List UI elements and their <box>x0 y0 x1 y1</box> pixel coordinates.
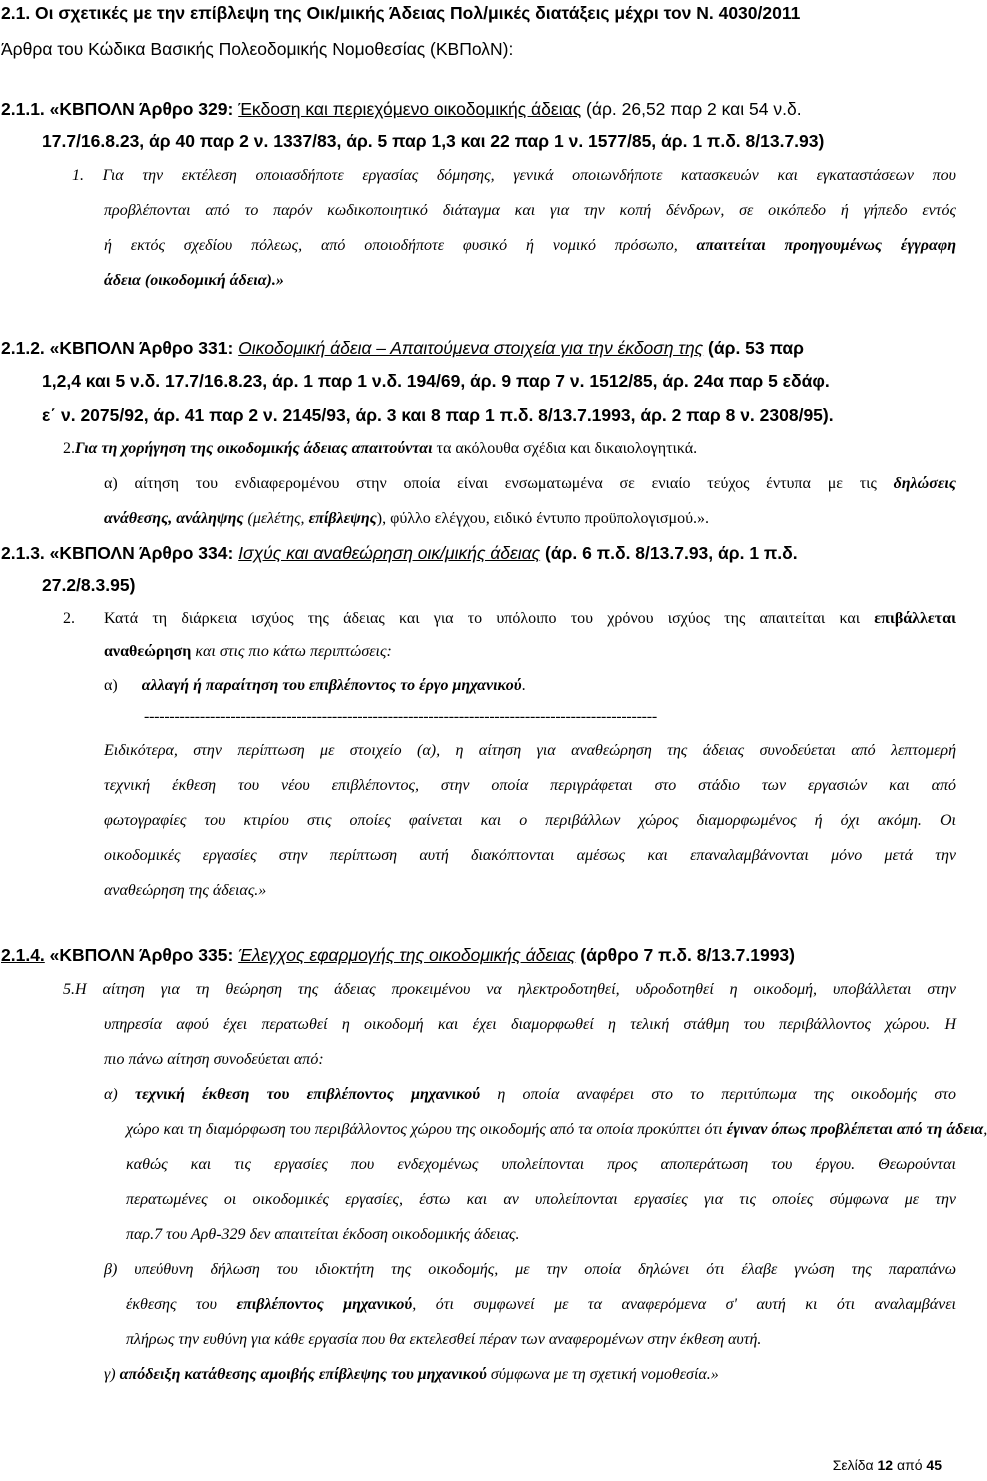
paragraph-line: περατωμένες οι οικοδομικές εργασίες, έστω και αν υπολείπονται εργασίες για τις οποίες σύμφωνα με την <box>126 1191 956 1208</box>
heading-ref-line2: 17.7/16.8.23, άρ 40 παρ 2 ν. 1337/83, άρ. 5 παρ 1,3 και 22 παρ 1 ν. 1577/85, άρ. 1 π.δ. 8/13.7.93) <box>42 131 825 151</box>
bold-run: αναθεώρηση <box>104 643 192 660</box>
article-heading-329 <box>1 99 802 120</box>
bold-run: ανάθεσης, ανάληψης <box>104 510 244 527</box>
text-run: α) αίτηση του ενδιαφερομένου στην οποία είναι ενσωματωμένα σε ενιαίο τεύχος έντυπα με τις <box>104 475 894 492</box>
article-heading-335 <box>1 945 795 966</box>
bold-run: επίβλεψης <box>308 510 377 527</box>
paragraph-line <box>104 610 956 628</box>
section-subheading: Άρθρα του Κώδικα Βασικής Πολεοδομικής Νομοθεσίας (ΚΒΠολΝ): <box>1 39 514 59</box>
heading-title: Έλεγχος εφαρμογής της οικοδομικής άδειας <box>238 945 576 965</box>
paragraph-line <box>63 440 697 458</box>
bold-run: επιβλέποντος μηχανικού <box>236 1296 413 1313</box>
bold-run: αλλαγή ή παραίτηση του επιβλέποντος το έργο μηχανικού <box>141 677 522 694</box>
paragraph-line: προβλέπονται από το παρόν κωδικοποιητικό διάταγμα και για την κοπή δένδρων, σε οικόπεδο ή γήπεδο εντός <box>104 202 956 219</box>
paragraph-line: φωτογραφίες του κτιρίου στις οποίες φαίνεται και ο περιβάλλων χώρος διαμορφωμένος ή όχι ακόμη. Οι <box>104 812 956 829</box>
paragraph-line <box>126 1121 987 1139</box>
paragraph-line: παρ.7 του Αρθ-329 δεν απαιτείται έκδοση οικοδομικής άδειας. <box>126 1226 520 1243</box>
heading-title: Ισχύς και αναθεώρηση οικ/μικής άδειας <box>238 543 541 563</box>
paragraph-line: 5.Η αίτηση για τη θεώρηση της άδειας προκειμένου να ηλεκτροδοτηθεί, υδροδοτηθεί η οικοδομή, υποβάλλεται στην <box>63 981 956 998</box>
page-total: 45 <box>926 1457 942 1473</box>
paragraph-line: αναθεώρηση της άδειας.» <box>104 882 267 899</box>
paragraph-line: πιο πάνω αίτηση συνοδεύεται από: <box>104 1051 324 1068</box>
heading-prefix: «ΚΒΠΟΛΝ Άρθρο 335: <box>44 945 239 965</box>
heading-ref: (άρ. 26,52 παρ 2 και 54 ν.δ. <box>581 99 802 119</box>
bold-run: έγιναν όπως προβλέπεται από τη άδεια <box>726 1121 984 1138</box>
bold-run: τεχνική έκθεση του επιβλέποντος μηχανικού <box>134 1086 481 1103</box>
paragraph-line <box>104 643 392 661</box>
bold-run: απαιτείται προηγουμένως έγγραφη <box>696 237 956 254</box>
item-label: γ) <box>104 1366 120 1383</box>
article-heading-334 <box>1 543 798 564</box>
item-label: α) <box>104 1086 135 1103</box>
heading-title: Οικοδομική άδεια – Απαιτούμενα στοιχεία για την έκδοση της <box>238 338 704 358</box>
text-run: ), φύλλο ελέγχου, ειδικό έντυπο προϋπολογισμού.». <box>376 510 709 527</box>
section-heading-2-1: 2.1. Οι σχετικές με την επίβλεψη της Οικ/μικής Άδειας Πολ/μικές διατάξεις μέχρι τον Ν. 4030/2011 <box>1 3 801 23</box>
heading-number: 2.1.4. <box>1 945 45 965</box>
bold-run: επιβάλλεται <box>874 610 956 627</box>
heading-ref-line2: 27.2/8.3.95) <box>42 575 136 595</box>
text-run: η οποία αναφέρει στο το περιτύπωμα της οικοδομής στο <box>480 1086 956 1103</box>
heading-number: 2.1.1. <box>1 99 45 119</box>
paragraph-line: υπηρεσία αφού έχει περατωθεί η οικοδομή και έχει διαμορφωθεί η τελική στάθμη του περιβάλλοντος χώρου. Η <box>104 1016 956 1033</box>
paragraph-line: πλήρως την ευθύνη για κάθε εργασία που θα εκτελεσθεί πέραν των αναφερομένων στην έκθεση αυτή. <box>126 1331 762 1348</box>
bold-run: απόδειξη κατάθεσης αμοιβής επίβλεψης του μηχανικού <box>119 1366 487 1383</box>
heading-prefix: 2.1.3. «ΚΒΠΟΛΝ Άρθρο 334: <box>1 543 239 563</box>
page-footer <box>833 1457 942 1473</box>
heading-ref: (άρθρο 7 π.δ. 8/13.7.1993) <box>575 945 795 965</box>
item-number: 2. <box>63 440 75 457</box>
list-item-b: β) υπεύθυνη δήλωση του ιδιοκτήτη της οικοδομής, με την οποία δηλώνει ότι έλαβε γνώση της παραπάνω <box>104 1261 956 1278</box>
heading-prefix: 2.1.2. «ΚΒΠΟΛΝ Άρθρο 331: <box>1 338 239 358</box>
page-number: 12 <box>877 1457 894 1473</box>
text-run: τα ακόλουθα σχέδια και δικαιολογητικά. <box>432 440 698 457</box>
text-run: σύμφωνα με τη σχετική νομοθεσία.» <box>486 1366 719 1383</box>
heading-ref-line2: 1,2,4 και 5 ν.δ. 17.7/16.8.23, άρ. 1 παρ 1 ν.δ. 194/69, άρ. 9 παρ 7 ν. 1512/85, άρ. 24α παρ 5 εδάφ. <box>42 371 830 391</box>
text-run: χώρο και τη διαμόρφωση του περιβάλλοντος χώρου της οικοδομής από τα οποία προκύπτει ότι <box>126 1121 727 1138</box>
list-item-c <box>104 1366 719 1384</box>
heading-prefix: «ΚΒΠΟΛΝ Άρθρο 329: <box>49 99 239 119</box>
list-item-a <box>104 677 526 695</box>
text-run: ή εκτός σχεδίου πόλεως, από οποιοδήποτε φυσικό ή νομικό πρόσωπο, <box>104 237 697 254</box>
paragraph-line <box>104 237 956 255</box>
list-item-a <box>104 1086 956 1104</box>
paragraph-line <box>104 510 709 528</box>
text-run: έκθεσης του <box>126 1296 237 1313</box>
text-run: . <box>521 677 526 694</box>
text-run: και στις πιο κάτω περιπτώσεις: <box>191 643 392 660</box>
item-number: 2. <box>63 610 75 627</box>
heading-ref-line3: ε΄ ν. 2075/92, άρ. 41 παρ 2 ν. 2145/93, άρ. 3 και 8 παρ 1 π.δ. 8/13.7.1993, άρ. 2 παρ 8 ν. 2308/95). <box>42 405 834 425</box>
paragraph-line <box>104 475 956 493</box>
heading-ref: (άρ. 53 παρ <box>703 338 805 358</box>
item-label: α) <box>104 677 118 694</box>
separator-dashes: ----------------------------------------------------------------------------------------------------- <box>144 708 657 725</box>
heading-ref: (άρ. 6 π.δ. 8/13.7.93, άρ. 1 π.δ. <box>540 543 798 563</box>
paragraph-line: άδεια (οικοδομική άδεια).» <box>104 272 284 289</box>
text-run: , <box>983 1121 987 1138</box>
bold-run: Για τη χορήγηση της οικοδομικής άδειας απαιτούνται <box>75 440 433 457</box>
text-run: Κατά τη διάρκεια ισχύος της άδειας και για το υπόλοιπο του χρόνου ισχύος της απαιτείται και <box>104 610 875 627</box>
page-label: Σελίδα <box>832 1457 874 1473</box>
paragraph-line: τεχνική έκθεση του νέου επιβλέποντος, στην οποία περιγράφεται στο στάδιο των εργασιών και από <box>104 777 956 794</box>
paragraph-line: Ειδικότερα, στην περίπτωση με στοιχείο (α), η αίτηση για αναθεώρηση της άδειας συνοδεύεται από λεπτομερή <box>104 742 956 759</box>
paragraph-line <box>126 1296 956 1314</box>
text-run: , ότι συμφωνεί με τα αναφερόμενα σ' αυτή κι ότι αναλαμβάνει <box>412 1296 956 1313</box>
paragraph-line: καθώς και τις εργασίες που ενδεχομένως υπολείπονται προς αποπεράτωση του έργου. Θεωρούνται <box>126 1156 956 1173</box>
bold-run: δηλώσεις <box>893 475 956 492</box>
heading-title: Έκδοση και περιεχόμενο οικοδομικής άδειας <box>238 99 582 119</box>
article-heading-331 <box>1 338 804 359</box>
of-label: από <box>896 1457 923 1473</box>
paragraph-line: 1. Για την εκτέλεση οποιασδήποτε εργασίας δόμησης, γενικά οποιωνδήποτε κατασκευών και εγκαταστάσεων που <box>72 167 956 184</box>
paragraph-line: οικοδομικές εργασίες στην περίπτωση αυτή διακόπτονται αμέσως και επαναλαμβάνονται μόνο μετά την <box>104 847 956 864</box>
text-run: (μελέτης, <box>243 510 309 527</box>
